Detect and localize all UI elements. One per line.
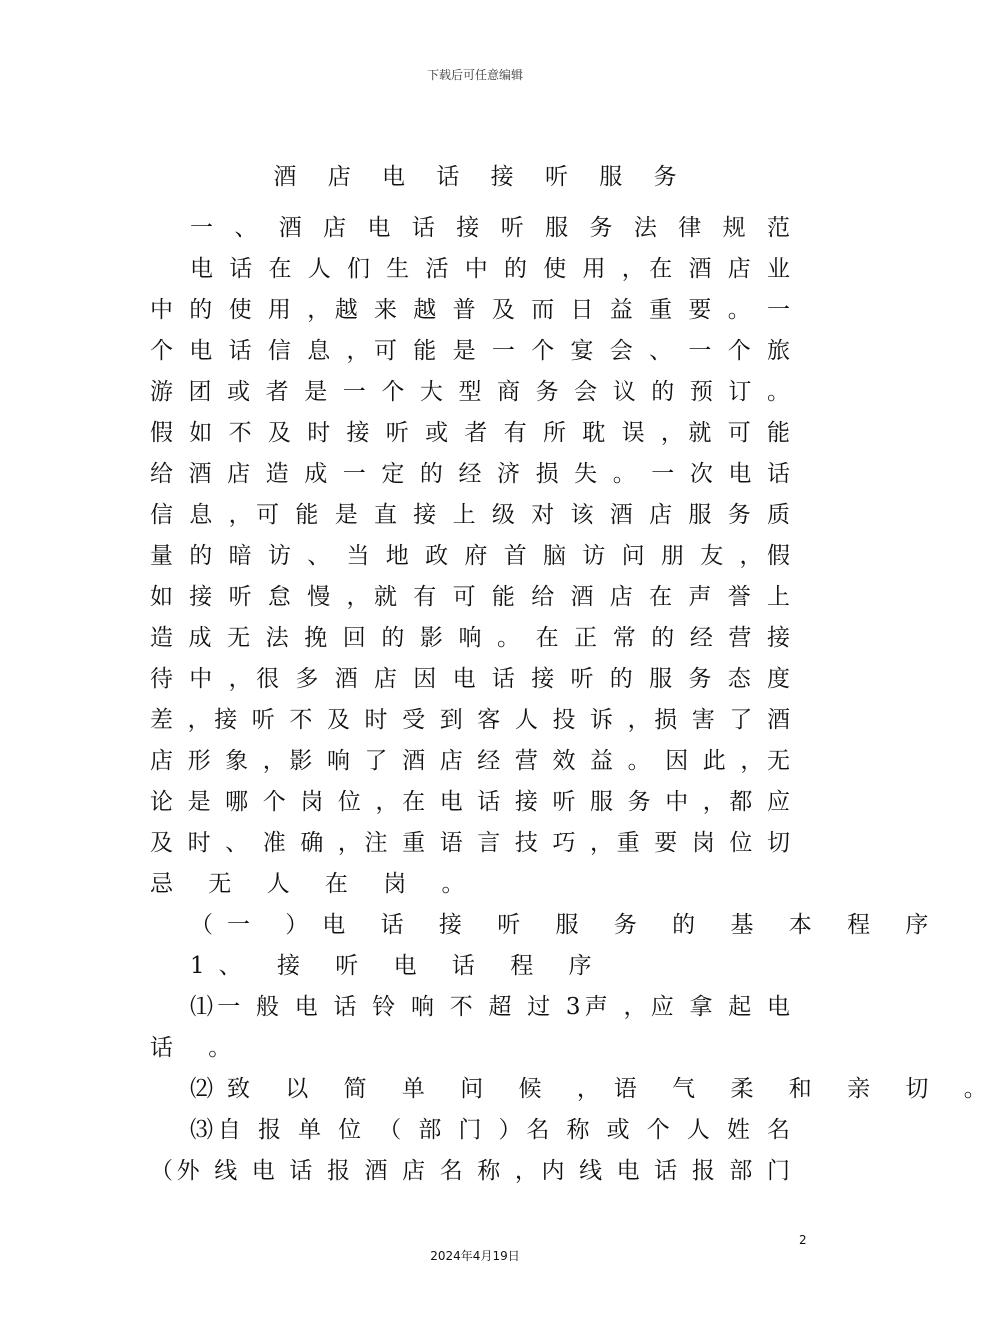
paragraph-line: 量 的 暗 访 、 当 地 政 府 首 脑 访 问 朋 友 ，假 [150,543,790,569]
header-note: 下载后可任意编辑 [426,68,523,82]
step-item: 话 。 [150,1035,246,1061]
step-item: ⑵致 以 简 单 问 候 ，语 气 柔 和 亲 切 。 [190,1076,1001,1102]
document-title: 酒 店 电 话 接 听 服 务 [273,164,689,190]
paragraph-line: 店 形 象 ，影 响 了 酒 店 经 营 效 益 。 因 此 ，无 [150,748,790,774]
paragraph-line: 假 如 不 及 时 接 听 或 者 有 所 耽 误 ，就 可 能 [150,420,790,446]
paragraph-line: 信 息 ，可 能 是 直 接 上 级 对 该 酒 店 服 务 质 [150,502,790,528]
paragraph-line: 造 成 无 法 挽 回 的 影 响 。 在 正 常 的 经 营 接 [150,625,790,651]
page-number: 2 [799,1233,807,1247]
step-item: ⑶自 报 单 位 （ 部 门 ）名 称 或 个 人 姓 名 [190,1117,790,1143]
paragraph-line: 电 话 在 人 们 生 活 中 的 使 用 ，在 酒 店 业 [190,256,790,282]
paragraph-line: 待 中 ，很 多 酒 店 因 电 话 接 听 的 服 务 态 度 [150,666,790,692]
section-heading: 一 、 酒 店 电 话 接 听 服 务 法 律 规 范 [190,215,790,241]
step-heading: 1、 接 听 电 话 程 序 [190,953,606,979]
step-item: （外 线 电 话 报 酒 店 名 称 ，内 线 电 话 报 部 门 [150,1158,790,1184]
paragraph-line: 给 酒 店 造 成 一 定 的 经 济 损 失 。 一 次 电 话 [150,461,790,487]
paragraph-line: 个 电 话 信 息 ，可 能 是 一 个 宴 会 、 一 个 旅 [150,338,790,364]
footer-date: 2024年4月19日 [430,1249,520,1263]
paragraph-line: 及 时 、 准 确 ，注 重 语 言 技 巧 ，重 要 岗 位 切 [150,830,790,856]
paragraph-line: 中 的 使 用 ，越 来 越 普 及 而 日 益 重 要 。 一 [150,297,790,323]
paragraph-line: 忌 无 人 在 岗 。 [150,871,479,897]
paragraph-line: 如 接 听 怠 慢 ，就 有 可 能 给 酒 店 在 声 誉 上 [150,584,790,610]
paragraph-line: 论 是 哪 个 岗 位 ，在 电 话 接 听 服 务 中 ，都 应 [150,789,790,815]
paragraph-line: 游 团 或 者 是 一 个 大 型 商 务 会 议 的 预 订 。 [150,379,790,405]
step-item: ⑴一 般 电 话 铃 响 不 超 过 3声 ，应 拿 起 电 [190,994,790,1020]
subsection-heading: （一 ）电 话 接 听 服 务 的 基 本 程 序 [190,912,943,938]
paragraph-line: 差 ，接 听 不 及 时 受 到 客 人 投 诉 ，损 害 了 酒 [150,707,790,733]
